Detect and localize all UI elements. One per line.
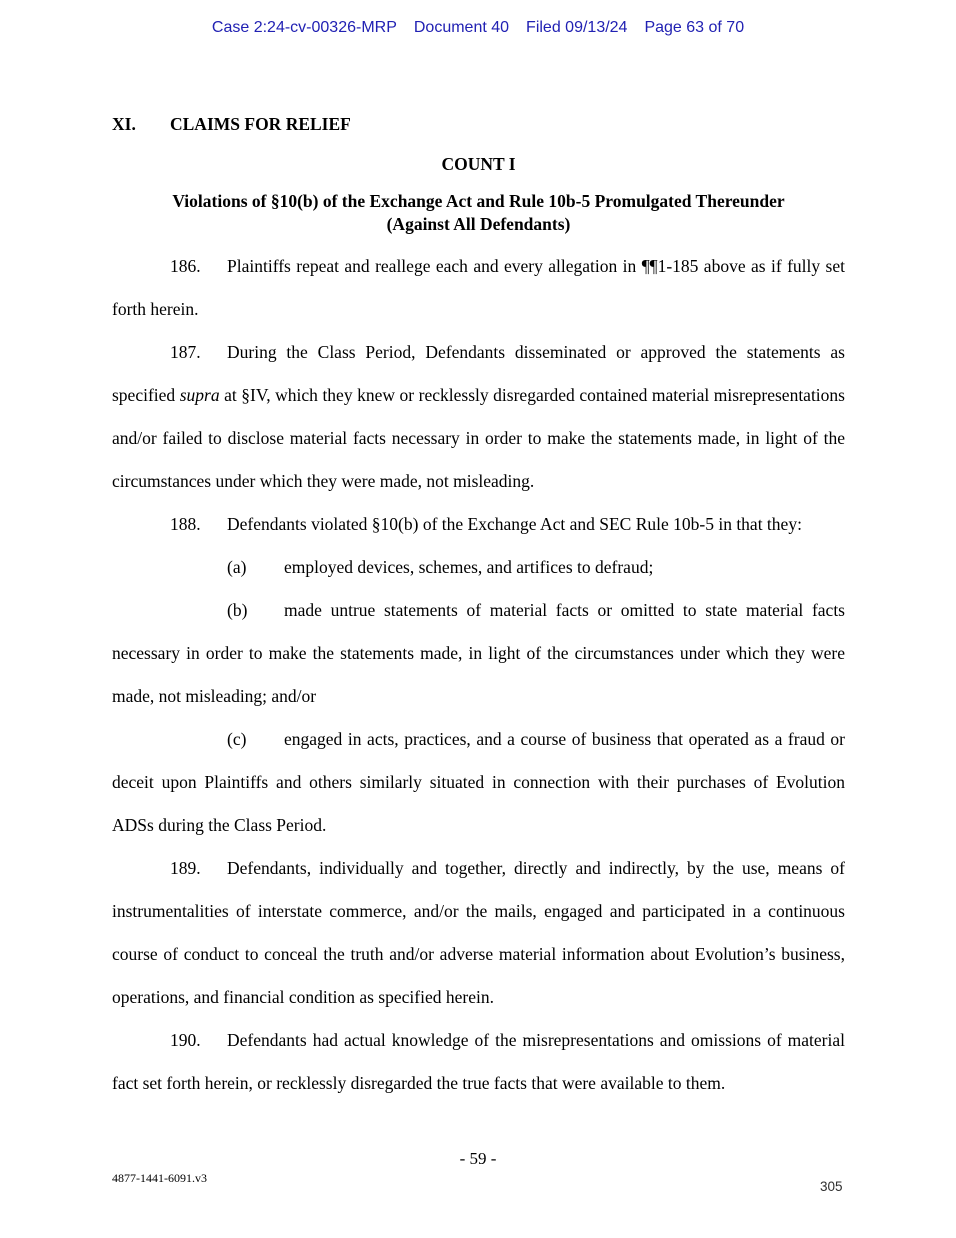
paragraph-text: employed devices, schemes, and artifices to defraud; (284, 557, 654, 577)
paragraph-a (112, 546, 845, 589)
paragraph-text: Defendants violated §10(b) of the Exchange Act and SEC Rule 10b-5 in that they: (227, 514, 802, 534)
paragraph-188 (112, 503, 845, 546)
paragraph-187 (112, 331, 845, 503)
section-heading (112, 112, 845, 136)
paragraph-text: Defendants, individually and together, directly and indirectly, by the use, means of instrumentalities of interstate commerce, and/or the mails, engaged and participated in a continuous course of conduct to conceal the truth and/or adverse material information about Evolution’s business, operations, and financial condition as specified herein. (112, 858, 845, 1007)
paragraph-text: Plaintiffs repeat and reallege each and every allegation in ¶¶1-185 above as if fully set forth herein. (112, 256, 845, 319)
paragraph-number: (b) (227, 600, 248, 620)
paragraph-number: 186. (170, 256, 201, 276)
paragraph-number: 190. (170, 1030, 201, 1050)
section-title: CLAIMS FOR RELIEF (170, 114, 351, 134)
document-number: Document 40 (413, 19, 510, 36)
document-id: 4877-1441-6091.v3 (112, 1171, 207, 1185)
paragraph-b (112, 589, 845, 718)
paragraph-number: 188. (170, 514, 201, 534)
paragraph-number: (c) (227, 729, 247, 749)
count-title-line2: (Against All Defendants) (386, 214, 571, 234)
count-heading: COUNT I (441, 154, 516, 174)
paragraph-190 (112, 1019, 845, 1105)
paragraph-number: (a) (227, 557, 247, 577)
paragraph-text: made untrue statements of material facts or omitted to state material facts necessary in order to make the statements made, in light of the circumstances under which they were made, not misleading; and/or (112, 600, 845, 706)
count-title (112, 190, 845, 236)
stamp-number: 305 (820, 1179, 843, 1194)
paragraph-text: Defendants had actual knowledge of the misrepresentations and omissions of material fact set forth herein, or recklessly disregarded the true facts that were available to them. (112, 1030, 845, 1093)
document-body (112, 0, 845, 1105)
paragraph-text: supra (179, 385, 220, 405)
paragraphs (112, 245, 845, 1105)
section-number: XI. (112, 114, 136, 134)
page-indicator: Page 63 of 70 (644, 19, 745, 36)
count-title-line1: Violations of §10(b) of the Exchange Act and Rule 10b-5 Promulgated Thereunder (172, 191, 785, 211)
case-number: Case 2:24-cv-00326-MRP (211, 19, 397, 36)
filed-date: Filed 09/13/24 (526, 19, 628, 36)
paragraph-number: 189. (170, 858, 201, 878)
paragraph-number: 187. (170, 342, 201, 362)
paragraph-text: engaged in acts, practices, and a course of business that operated as a fraud or deceit upon Plaintiffs and others similarly situated in connection with their purchases of Evolution ADSs during the Class Period. (112, 729, 845, 835)
paragraph-186 (112, 245, 845, 331)
page-number: - 59 - (459, 1149, 497, 1168)
paragraph-189 (112, 847, 845, 1019)
paragraph-c (112, 718, 845, 847)
paragraph-text: at §IV, which they knew or recklessly disregarded contained material misrepresentations and/or failed to disclose material facts necessary in order to make the statements made, in light of the circumstances under which they were made, not misleading. (112, 385, 845, 491)
paragraph-text: During the Class Period, Defendants disseminated or approved the statements as specified (112, 342, 845, 405)
